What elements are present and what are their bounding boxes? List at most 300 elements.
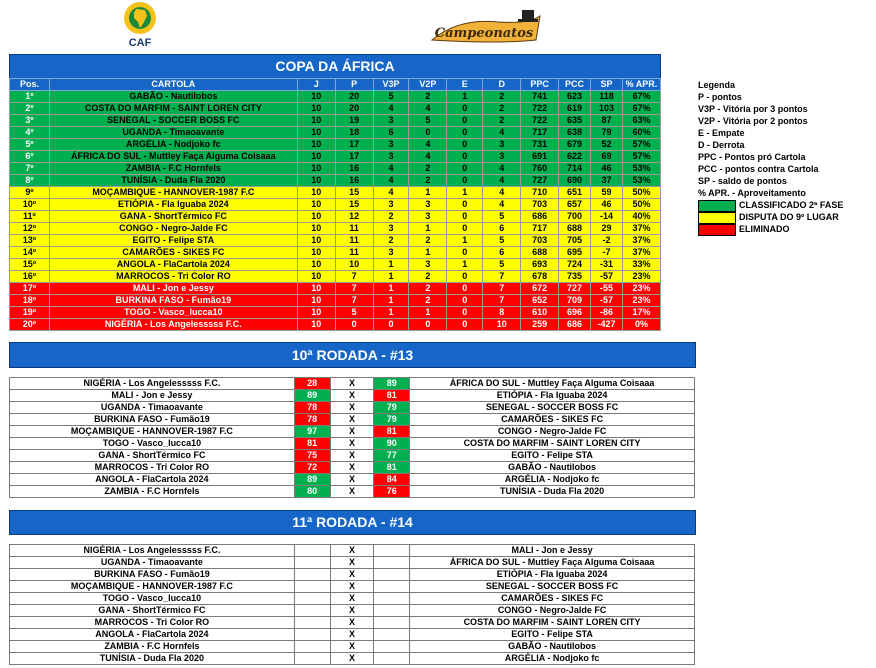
standings-cell-ppc: 686 bbox=[521, 211, 559, 223]
match-home-score bbox=[294, 617, 330, 629]
standings-cell-e: 0 bbox=[447, 115, 483, 127]
match-away-score bbox=[374, 557, 410, 569]
standings-cell-v3p: 4 bbox=[373, 175, 409, 187]
standings-cell-sp: -2 bbox=[591, 235, 623, 247]
standings-cell-apr: 23% bbox=[622, 283, 660, 295]
match-row bbox=[10, 462, 695, 474]
standings-header-cell: Pos. bbox=[10, 79, 50, 91]
standings-cell-ppc: 717 bbox=[521, 223, 559, 235]
standings-cell-d: 4 bbox=[483, 127, 521, 139]
standings-cell-pcc: 735 bbox=[559, 271, 591, 283]
standings-header-cell: PPC bbox=[521, 79, 559, 91]
standings-cell-ppc: 610 bbox=[521, 307, 559, 319]
match-home-score bbox=[294, 545, 330, 557]
standings-cell-p: 7 bbox=[335, 271, 373, 283]
standings-cell-j: 10 bbox=[297, 199, 335, 211]
legend-item: E - Empate bbox=[698, 128, 745, 139]
standings-row bbox=[10, 115, 661, 127]
standings-cell-v3p: 3 bbox=[373, 151, 409, 163]
standings-cell-ppc: 760 bbox=[521, 163, 559, 175]
standings-cell-j: 10 bbox=[297, 295, 335, 307]
standings-cell-d: 2 bbox=[483, 115, 521, 127]
standings-cell-team: ANGOLA - FlaCartola 2024 bbox=[49, 259, 297, 271]
standings-row bbox=[10, 295, 661, 307]
standings-cell-d: 2 bbox=[483, 103, 521, 115]
standings-cell-d: 5 bbox=[483, 259, 521, 271]
match-home-score bbox=[294, 593, 330, 605]
standings-cell-j: 10 bbox=[297, 91, 335, 103]
standings-cell-apr: 67% bbox=[622, 91, 660, 103]
standings-cell-p: 10 bbox=[335, 259, 373, 271]
match-row bbox=[10, 486, 695, 498]
standings-cell-team: ZAMBIA - F.C Hornfels bbox=[49, 163, 297, 175]
match-home-team: GANA - ShortTérmico FC bbox=[10, 605, 295, 617]
standings-cell-j: 10 bbox=[297, 175, 335, 187]
legend-zone bbox=[698, 211, 843, 223]
standings-cell-pcc: 657 bbox=[559, 199, 591, 211]
standings-cell-ppc: 717 bbox=[521, 127, 559, 139]
standings-cell-sp: 69 bbox=[591, 151, 623, 163]
standings-cell-pcc: 696 bbox=[559, 307, 591, 319]
legend-zone-swatch bbox=[698, 224, 736, 236]
standings-header-cell: J bbox=[297, 79, 335, 91]
standings-cell-team: MALI - Jon e Jessy bbox=[49, 283, 297, 295]
standings-cell-sp: 118 bbox=[591, 91, 623, 103]
standings-cell-pos: 5º bbox=[10, 139, 50, 151]
legend bbox=[698, 79, 843, 235]
standings-cell-sp: 52 bbox=[591, 139, 623, 151]
standings-cell-v3p: 4 bbox=[373, 103, 409, 115]
standings-cell-sp: 46 bbox=[591, 199, 623, 211]
match-home-score bbox=[294, 653, 330, 665]
standings-cell-v2p: 1 bbox=[409, 307, 447, 319]
standings-cell-v3p: 1 bbox=[373, 271, 409, 283]
standings-cell-e: 0 bbox=[447, 223, 483, 235]
match-home-team: GANA - ShortTérmico FC bbox=[10, 450, 295, 462]
standings-cell-pcc: 705 bbox=[559, 235, 591, 247]
standings-cell-e: 0 bbox=[447, 283, 483, 295]
match-separator: X bbox=[330, 450, 374, 462]
match-home-score: 97 bbox=[294, 426, 330, 438]
standings-row bbox=[10, 163, 661, 175]
standings-cell-apr: 23% bbox=[622, 271, 660, 283]
standings-row bbox=[10, 283, 661, 295]
standings-cell-apr: 33% bbox=[622, 259, 660, 271]
standings-cell-pcc: 714 bbox=[559, 163, 591, 175]
standings-cell-d: 3 bbox=[483, 139, 521, 151]
match-home-score bbox=[294, 569, 330, 581]
match-home-score: 28 bbox=[294, 378, 330, 390]
standings-cell-j: 10 bbox=[297, 235, 335, 247]
match-separator: X bbox=[330, 569, 374, 581]
standings-cell-ppc: 672 bbox=[521, 283, 559, 295]
match-home-team: NIGÉRIA - Los Angelesssss F.C. bbox=[10, 378, 295, 390]
standings-cell-e: 0 bbox=[447, 319, 483, 331]
match-home-score bbox=[294, 641, 330, 653]
legend-item: % APR. - Aproveitamento bbox=[698, 188, 806, 199]
standings-cell-v3p: 1 bbox=[373, 259, 409, 271]
match-home-score bbox=[294, 605, 330, 617]
standings-cell-team: ETIÓPIA - Fla Iguaba 2024 bbox=[49, 199, 297, 211]
standings-cell-apr: 17% bbox=[622, 307, 660, 319]
standings-cell-v2p: 3 bbox=[409, 199, 447, 211]
standings-cell-pos: 4º bbox=[10, 127, 50, 139]
standings-cell-pos: 1º bbox=[10, 91, 50, 103]
match-away-team: GABÃO - Nautilobos bbox=[410, 462, 695, 474]
standings-cell-pcc: 724 bbox=[559, 259, 591, 271]
standings-cell-v2p: 2 bbox=[409, 91, 447, 103]
standings-cell-sp: 29 bbox=[591, 223, 623, 235]
standings-cell-j: 10 bbox=[297, 283, 335, 295]
standings-cell-e: 0 bbox=[447, 211, 483, 223]
legend-item: P - pontos bbox=[698, 92, 742, 103]
standings-cell-pcc: 695 bbox=[559, 247, 591, 259]
standings-cell-e: 0 bbox=[447, 247, 483, 259]
match-separator: X bbox=[330, 629, 374, 641]
standings-cell-p: 19 bbox=[335, 115, 373, 127]
standings-cell-p: 15 bbox=[335, 199, 373, 211]
standings-cell-p: 7 bbox=[335, 283, 373, 295]
standings-cell-pcc: 709 bbox=[559, 295, 591, 307]
standings-cell-p: 11 bbox=[335, 223, 373, 235]
standings-cell-sp: -31 bbox=[591, 259, 623, 271]
standings-header-cell: % APR. bbox=[622, 79, 660, 91]
standings-header-cell: PCC bbox=[559, 79, 591, 91]
legend-zone-swatch bbox=[698, 212, 736, 224]
match-away-team: ÁFRICA DO SUL - Muttley Faça Alguma Coisaaa bbox=[410, 378, 695, 390]
standings-cell-p: 20 bbox=[335, 91, 373, 103]
standings-cell-apr: 23% bbox=[622, 295, 660, 307]
standings-cell-v3p: 3 bbox=[373, 199, 409, 211]
standings-cell-v2p: 5 bbox=[409, 115, 447, 127]
standings-cell-pcc: 679 bbox=[559, 139, 591, 151]
standings-cell-pcc: 635 bbox=[559, 115, 591, 127]
standings-row bbox=[10, 223, 661, 235]
round11-title: 11ª RODADA - #14 bbox=[9, 510, 696, 535]
match-row bbox=[10, 617, 695, 629]
standings-cell-p: 16 bbox=[335, 175, 373, 187]
standings-cell-ppc: 741 bbox=[521, 91, 559, 103]
match-home-team: TUNÍSIA - Duda Fla 2020 bbox=[10, 653, 295, 665]
standings-cell-v3p: 3 bbox=[373, 223, 409, 235]
standings-cell-ppc: 710 bbox=[521, 187, 559, 199]
match-away-team: ARGÉLIA - Nodjoko fc bbox=[410, 653, 695, 665]
standings-cell-ppc: 678 bbox=[521, 271, 559, 283]
match-row bbox=[10, 641, 695, 653]
standings-cell-d: 4 bbox=[483, 199, 521, 211]
standings-cell-e: 0 bbox=[447, 295, 483, 307]
standings-cell-apr: 57% bbox=[622, 139, 660, 151]
match-home-score: 81 bbox=[294, 438, 330, 450]
standings-cell-v2p: 2 bbox=[409, 175, 447, 187]
standings-cell-apr: 63% bbox=[622, 115, 660, 127]
standings-cell-ppc: 688 bbox=[521, 247, 559, 259]
standings-cell-apr: 53% bbox=[622, 175, 660, 187]
standings-cell-team: SENEGAL - SOCCER BOSS FC bbox=[49, 115, 297, 127]
match-away-team: ETIÓPIA - Fla Iguaba 2024 bbox=[410, 390, 695, 402]
standings-cell-p: 17 bbox=[335, 151, 373, 163]
standings-cell-team: EGITO - Felipe STA bbox=[49, 235, 297, 247]
standings-cell-pos: 7º bbox=[10, 163, 50, 175]
match-away-team: CAMARÕES - SIKES FC bbox=[410, 414, 695, 426]
standings-cell-j: 10 bbox=[297, 319, 335, 331]
match-separator: X bbox=[330, 474, 374, 486]
legend-zone bbox=[698, 223, 843, 235]
standings-cell-pos: 12º bbox=[10, 223, 50, 235]
standings-cell-v2p: 2 bbox=[409, 163, 447, 175]
match-away-score bbox=[374, 545, 410, 557]
match-separator: X bbox=[330, 653, 374, 665]
round10-table bbox=[9, 377, 695, 498]
standings-cell-pos: 20º bbox=[10, 319, 50, 331]
standings-cell-sp: 37 bbox=[591, 175, 623, 187]
legend-item: V2P - Vitória por 2 pontos bbox=[698, 116, 808, 127]
match-away-team: COSTA DO MARFIM - SAINT LOREN CITY bbox=[410, 617, 695, 629]
standings-cell-v3p: 3 bbox=[373, 115, 409, 127]
match-separator: X bbox=[330, 617, 374, 629]
standings-cell-v3p: 2 bbox=[373, 211, 409, 223]
match-away-team: TUNÍSIA - Duda Fla 2020 bbox=[410, 486, 695, 498]
match-row bbox=[10, 593, 695, 605]
standings-cell-v3p: 3 bbox=[373, 247, 409, 259]
standings-cell-ppc: 703 bbox=[521, 235, 559, 247]
match-away-score: 81 bbox=[374, 390, 410, 402]
match-away-team: GABÃO - Nautilobos bbox=[410, 641, 695, 653]
standings-cell-pos: 8º bbox=[10, 175, 50, 187]
standings-cell-d: 4 bbox=[483, 175, 521, 187]
standings-cell-j: 10 bbox=[297, 103, 335, 115]
standings-cell-v3p: 1 bbox=[373, 283, 409, 295]
match-home-team: NIGÉRIA - Los Angelesssss F.C. bbox=[10, 545, 295, 557]
standings-cell-d: 6 bbox=[483, 223, 521, 235]
standings-cell-e: 0 bbox=[447, 271, 483, 283]
caf-logo-text: CAF bbox=[128, 37, 152, 48]
standings-cell-d: 2 bbox=[483, 91, 521, 103]
standings-cell-sp: -55 bbox=[591, 283, 623, 295]
standings-cell-apr: 67% bbox=[622, 103, 660, 115]
match-separator: X bbox=[330, 462, 374, 474]
match-separator: X bbox=[330, 426, 374, 438]
match-row bbox=[10, 450, 695, 462]
standings-cell-p: 0 bbox=[335, 319, 373, 331]
standings-cell-d: 3 bbox=[483, 151, 521, 163]
match-row bbox=[10, 414, 695, 426]
match-separator: X bbox=[330, 605, 374, 617]
match-home-team: UGANDA - Timaoavante bbox=[10, 402, 295, 414]
standings-cell-v3p: 4 bbox=[373, 163, 409, 175]
standings-title: COPA DA ÁFRICA bbox=[9, 54, 661, 79]
legend-item: PCC - pontos contra Cartola bbox=[698, 164, 819, 175]
match-home-team: TOGO - Vasco_lucca10 bbox=[10, 438, 295, 450]
standings-cell-d: 7 bbox=[483, 271, 521, 283]
standings-cell-v3p: 2 bbox=[373, 235, 409, 247]
match-home-team: MOÇAMBIQUE - HANNOVER-1987 F.C bbox=[10, 426, 295, 438]
match-home-score bbox=[294, 557, 330, 569]
standings-cell-v2p: 1 bbox=[409, 187, 447, 199]
standings-cell-v3p: 3 bbox=[373, 139, 409, 151]
standings-header-cell: E bbox=[447, 79, 483, 91]
standings-cell-p: 11 bbox=[335, 247, 373, 259]
standings-row bbox=[10, 235, 661, 247]
standings-cell-v2p: 1 bbox=[409, 247, 447, 259]
match-away-team: ÁFRICA DO SUL - Muttley Faça Alguma Coisaaa bbox=[410, 557, 695, 569]
match-away-score: 79 bbox=[374, 402, 410, 414]
standings-cell-team: CONGO - Negro-Jalde FC bbox=[49, 223, 297, 235]
match-away-team: CONGO - Negro-Jalde FC bbox=[410, 426, 695, 438]
match-away-score bbox=[374, 617, 410, 629]
match-separator: X bbox=[330, 390, 374, 402]
match-away-team: COSTA DO MARFIM - SAINT LOREN CITY bbox=[410, 438, 695, 450]
standings-header-cell: SP bbox=[591, 79, 623, 91]
standings-cell-sp: -14 bbox=[591, 211, 623, 223]
standings-cell-pos: 2º bbox=[10, 103, 50, 115]
caf-logo bbox=[112, 0, 168, 48]
standings-cell-j: 10 bbox=[297, 139, 335, 151]
standings-cell-pos: 14º bbox=[10, 247, 50, 259]
standings-row bbox=[10, 307, 661, 319]
standings-cell-v3p: 5 bbox=[373, 91, 409, 103]
standings-cell-sp: -7 bbox=[591, 247, 623, 259]
match-away-team: EGITO - Felipe STA bbox=[410, 450, 695, 462]
standings-cell-p: 11 bbox=[335, 235, 373, 247]
legend-item: PPC - Pontos pró Cartola bbox=[698, 152, 806, 163]
standings-cell-pcc: 688 bbox=[559, 223, 591, 235]
match-home-team: ZAMBIA - F.C Hornfels bbox=[10, 641, 295, 653]
standings-cell-team: TOGO - Vasco_lucca10 bbox=[49, 307, 297, 319]
match-home-score: 75 bbox=[294, 450, 330, 462]
standings-row bbox=[10, 127, 661, 139]
match-separator: X bbox=[330, 486, 374, 498]
standings-row bbox=[10, 259, 661, 271]
match-away-score: 84 bbox=[374, 474, 410, 486]
standings-cell-d: 8 bbox=[483, 307, 521, 319]
standings-cell-apr: 53% bbox=[622, 163, 660, 175]
legend-title: Legenda bbox=[698, 80, 736, 90]
match-away-team: ETIÓPIA - Fla Iguaba 2024 bbox=[410, 569, 695, 581]
standings-cell-pcc: 700 bbox=[559, 211, 591, 223]
match-home-score: 72 bbox=[294, 462, 330, 474]
standings-cell-v2p: 2 bbox=[409, 283, 447, 295]
standings-cell-v3p: 1 bbox=[373, 295, 409, 307]
standings-cell-v2p: 1 bbox=[409, 223, 447, 235]
standings-cell-d: 7 bbox=[483, 283, 521, 295]
match-separator: X bbox=[330, 581, 374, 593]
match-separator: X bbox=[330, 414, 374, 426]
standings-cell-team: MARROCOS - Tri Color RO bbox=[49, 271, 297, 283]
standings-header-cell: CARTOLA bbox=[49, 79, 297, 91]
standings-cell-e: 0 bbox=[447, 103, 483, 115]
standings-cell-team: COSTA DO MARFIM - SAINT LOREN CITY bbox=[49, 103, 297, 115]
standings-cell-j: 10 bbox=[297, 127, 335, 139]
round11-table bbox=[9, 544, 695, 665]
standings-table bbox=[9, 78, 661, 331]
standings-row bbox=[10, 319, 661, 331]
match-row bbox=[10, 402, 695, 414]
match-away-score bbox=[374, 569, 410, 581]
standings-cell-pos: 15º bbox=[10, 259, 50, 271]
standings-cell-j: 10 bbox=[297, 151, 335, 163]
match-home-team: ANGOLA - FlaCartola 2024 bbox=[10, 629, 295, 641]
match-row bbox=[10, 605, 695, 617]
match-home-team: UGANDA - Timaoavante bbox=[10, 557, 295, 569]
match-away-score: 89 bbox=[374, 378, 410, 390]
standings-header-row bbox=[10, 79, 661, 91]
standings-cell-ppc: 703 bbox=[521, 199, 559, 211]
match-away-score: 81 bbox=[374, 462, 410, 474]
standings-cell-e: 0 bbox=[447, 199, 483, 211]
standings-cell-pos: 17º bbox=[10, 283, 50, 295]
standings-cell-v3p: 0 bbox=[373, 319, 409, 331]
match-separator: X bbox=[330, 557, 374, 569]
match-away-score: 79 bbox=[374, 414, 410, 426]
match-away-team: CAMARÕES - SIKES FC bbox=[410, 593, 695, 605]
standings-cell-team: NIGÉRIA - Los Angelesssss F.C. bbox=[49, 319, 297, 331]
standings-cell-d: 7 bbox=[483, 295, 521, 307]
match-row bbox=[10, 545, 695, 557]
match-away-team: MALI - Jon e Jessy bbox=[410, 545, 695, 557]
match-away-team: ARGÉLIA - Nodjoko fc bbox=[410, 474, 695, 486]
standings-cell-v3p: 4 bbox=[373, 187, 409, 199]
match-away-score: 81 bbox=[374, 426, 410, 438]
standings-cell-team: GANA - ShortTérmico FC bbox=[49, 211, 297, 223]
match-away-score bbox=[374, 581, 410, 593]
match-row bbox=[10, 378, 695, 390]
standings-cell-team: TUNÍSIA - Duda Fla 2020 bbox=[49, 175, 297, 187]
standings-cell-e: 0 bbox=[447, 127, 483, 139]
match-home-team: TOGO - Vasco_lucca10 bbox=[10, 593, 295, 605]
standings-cell-e: 1 bbox=[447, 259, 483, 271]
campeonatos-logo-text: Campeonatos bbox=[434, 26, 534, 41]
standings-cell-sp: -86 bbox=[591, 307, 623, 319]
match-row bbox=[10, 474, 695, 486]
standings-header-cell: D bbox=[483, 79, 521, 91]
standings-cell-v2p: 2 bbox=[409, 271, 447, 283]
match-separator: X bbox=[330, 641, 374, 653]
standings-cell-ppc: 691 bbox=[521, 151, 559, 163]
match-home-team: BURKINA FASO - Fumão19 bbox=[10, 414, 295, 426]
standings-cell-e: 0 bbox=[447, 163, 483, 175]
standings-cell-pcc: 651 bbox=[559, 187, 591, 199]
match-away-team: CONGO - Negro-Jalde FC bbox=[410, 605, 695, 617]
standings-row bbox=[10, 247, 661, 259]
match-away-team: SENEGAL - SOCCER BOSS FC bbox=[410, 402, 695, 414]
standings-header-cell: V2P bbox=[409, 79, 447, 91]
standings-cell-j: 10 bbox=[297, 223, 335, 235]
standings-cell-ppc: 727 bbox=[521, 175, 559, 187]
standings-cell-ppc: 259 bbox=[521, 319, 559, 331]
standings-cell-v3p: 6 bbox=[373, 127, 409, 139]
standings-cell-v2p: 0 bbox=[409, 319, 447, 331]
match-row bbox=[10, 629, 695, 641]
standings-cell-ppc: 722 bbox=[521, 103, 559, 115]
standings-cell-pos: 9º bbox=[10, 187, 50, 199]
standings-row bbox=[10, 187, 661, 199]
match-home-team: MARROCOS - Tri Color RO bbox=[10, 617, 295, 629]
standings-cell-apr: 37% bbox=[622, 247, 660, 259]
standings-cell-v2p: 4 bbox=[409, 151, 447, 163]
standings-cell-pos: 13º bbox=[10, 235, 50, 247]
legend-item: V3P - Vitória por 3 pontos bbox=[698, 104, 808, 115]
standings-cell-p: 16 bbox=[335, 163, 373, 175]
standings-cell-apr: 57% bbox=[622, 151, 660, 163]
standings-cell-v2p: 4 bbox=[409, 139, 447, 151]
match-away-score: 90 bbox=[374, 438, 410, 450]
match-row bbox=[10, 569, 695, 581]
match-away-score bbox=[374, 653, 410, 665]
standings-cell-apr: 37% bbox=[622, 223, 660, 235]
standings-header-cell: P bbox=[335, 79, 373, 91]
standings-cell-team: ARGÉLIA - Nodjoko fc bbox=[49, 139, 297, 151]
